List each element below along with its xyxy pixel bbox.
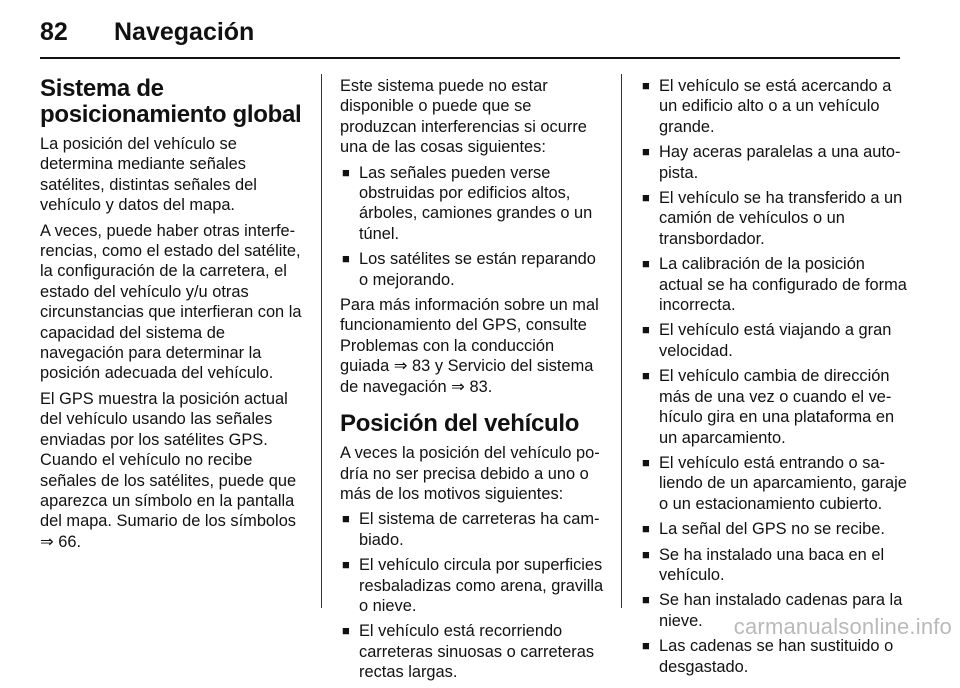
list-item: ■ El sistema de carreteras ha cambiado. xyxy=(342,510,600,549)
page-header xyxy=(40,18,900,58)
list-item: ■ Las señales pueden verse obstruidas por edificios altos, árboles, camiones grandes o un túnel. xyxy=(342,163,593,243)
bullet-list xyxy=(340,163,606,290)
square-bullet-icon: ■ xyxy=(642,592,650,608)
square-bullet-icon: ■ xyxy=(642,368,650,384)
list-item: ■ Se han instalado cadenas para la nieve. xyxy=(642,591,903,630)
paragraph: Para más información sobre un mal funcionamiento del GPS, consulte Problemas con la conducción guiada ⇒ 83 y Servicio del sistema de navegación ⇒ 83. xyxy=(340,296,599,396)
section-heading-vehicle-position: Posición del vehículo xyxy=(340,410,580,438)
list-item: ■ El vehículo cambia de dirección más de una vez o cuando el vehículo gira en una plataforma en un aparcamiento. xyxy=(642,367,895,447)
list-item: ■ La calibración de la posición actual se ha configurado de forma incorrecta. xyxy=(642,255,907,315)
section-heading-gps: Sistema de posicionamiento global xyxy=(40,75,302,128)
list-item: ■ El vehículo circula por superficies resbaladizas como arena, gravilla o nieve. xyxy=(342,556,604,615)
square-bullet-icon: ■ xyxy=(342,511,350,527)
header-divider xyxy=(40,57,900,59)
watermark: carmanualsonline.info xyxy=(733,614,952,639)
page-number: 82 xyxy=(40,18,68,46)
paragraph: A veces, puede haber otras interferencias, como el estado del satélite, la configuración de la carretera, el estado del vehículo y/u otras circunstancias que interfieran con la capacidad del sistema de navegación para determinar la posición adecuada del vehículo. xyxy=(40,221,302,383)
column-3 xyxy=(640,76,908,682)
square-bullet-icon: ■ xyxy=(642,638,650,654)
paragraph: Este sistema puede no estar disponible o puede que se produzcan interferencias si ocurre una de las cosas siguientes: xyxy=(340,77,587,157)
square-bullet-icon: ■ xyxy=(642,78,650,93)
paragraph: La posición del vehículo se determina mediante señales satélites, distintas señales del vehículo y datos del mapa. xyxy=(40,135,257,215)
list-item: ■ Hay aceras paralelas a una autopista. xyxy=(642,143,901,182)
chapter-title: Navegación xyxy=(114,18,255,46)
square-bullet-icon: ■ xyxy=(642,144,650,160)
square-bullet-icon: ■ xyxy=(642,322,650,338)
list-item: ■ Se ha instalado una baca en el vehículo. xyxy=(642,545,885,584)
list-item: ■ El vehículo se está acercando a un edificio alto o a un vehículo grande. xyxy=(642,77,892,136)
square-bullet-icon: ■ xyxy=(642,546,650,562)
bullet-list xyxy=(640,76,908,677)
list-item: ■ El vehículo está entrando o saliendo de un aparcamiento, garaje o un estacionamiento cubierto. xyxy=(642,453,907,513)
column-1 xyxy=(40,76,306,557)
column-divider xyxy=(321,74,322,608)
square-bullet-icon: ■ xyxy=(342,164,350,180)
square-bullet-icon: ■ xyxy=(342,557,350,573)
list-item: ■ El vehículo está recorriendo carreteras sinuosas o carreteras rectas largas. xyxy=(342,622,595,682)
square-bullet-icon: ■ xyxy=(642,454,650,470)
list-item: ■ El vehículo está viajando a gran velocidad. xyxy=(642,321,892,360)
column-2 xyxy=(340,76,606,688)
square-bullet-icon: ■ xyxy=(342,251,350,267)
square-bullet-icon: ■ xyxy=(642,521,650,537)
square-bullet-icon: ■ xyxy=(342,623,350,639)
column-divider xyxy=(621,74,622,608)
square-bullet-icon: ■ xyxy=(642,256,650,272)
list-item: ■ Las cadenas se han sustituido o desgastado. xyxy=(642,637,894,676)
list-item: ■ Los satélites se están reparando o mejorando. xyxy=(342,250,596,289)
bullet-list xyxy=(340,509,606,682)
paragraph: El GPS muestra la posición actual del vehículo usando las señales enviadas por los satélites GPS. Cuando el vehículo no recibe señales de los satélites, puede que aparezca un símbolo en la pantalla del mapa. Sumario de los símbolos ⇒ 66. xyxy=(40,389,297,551)
paragraph: A veces la posición del vehículo podría no ser precisa debido a uno o más de los motivos siguientes: xyxy=(340,444,600,503)
square-bullet-icon: ■ xyxy=(642,190,650,206)
list-item: ■ El vehículo se ha transferido a un camión de vehículos o un transbordador. xyxy=(642,189,903,248)
list-item: ■ La señal del GPS no se recibe. xyxy=(642,520,885,539)
